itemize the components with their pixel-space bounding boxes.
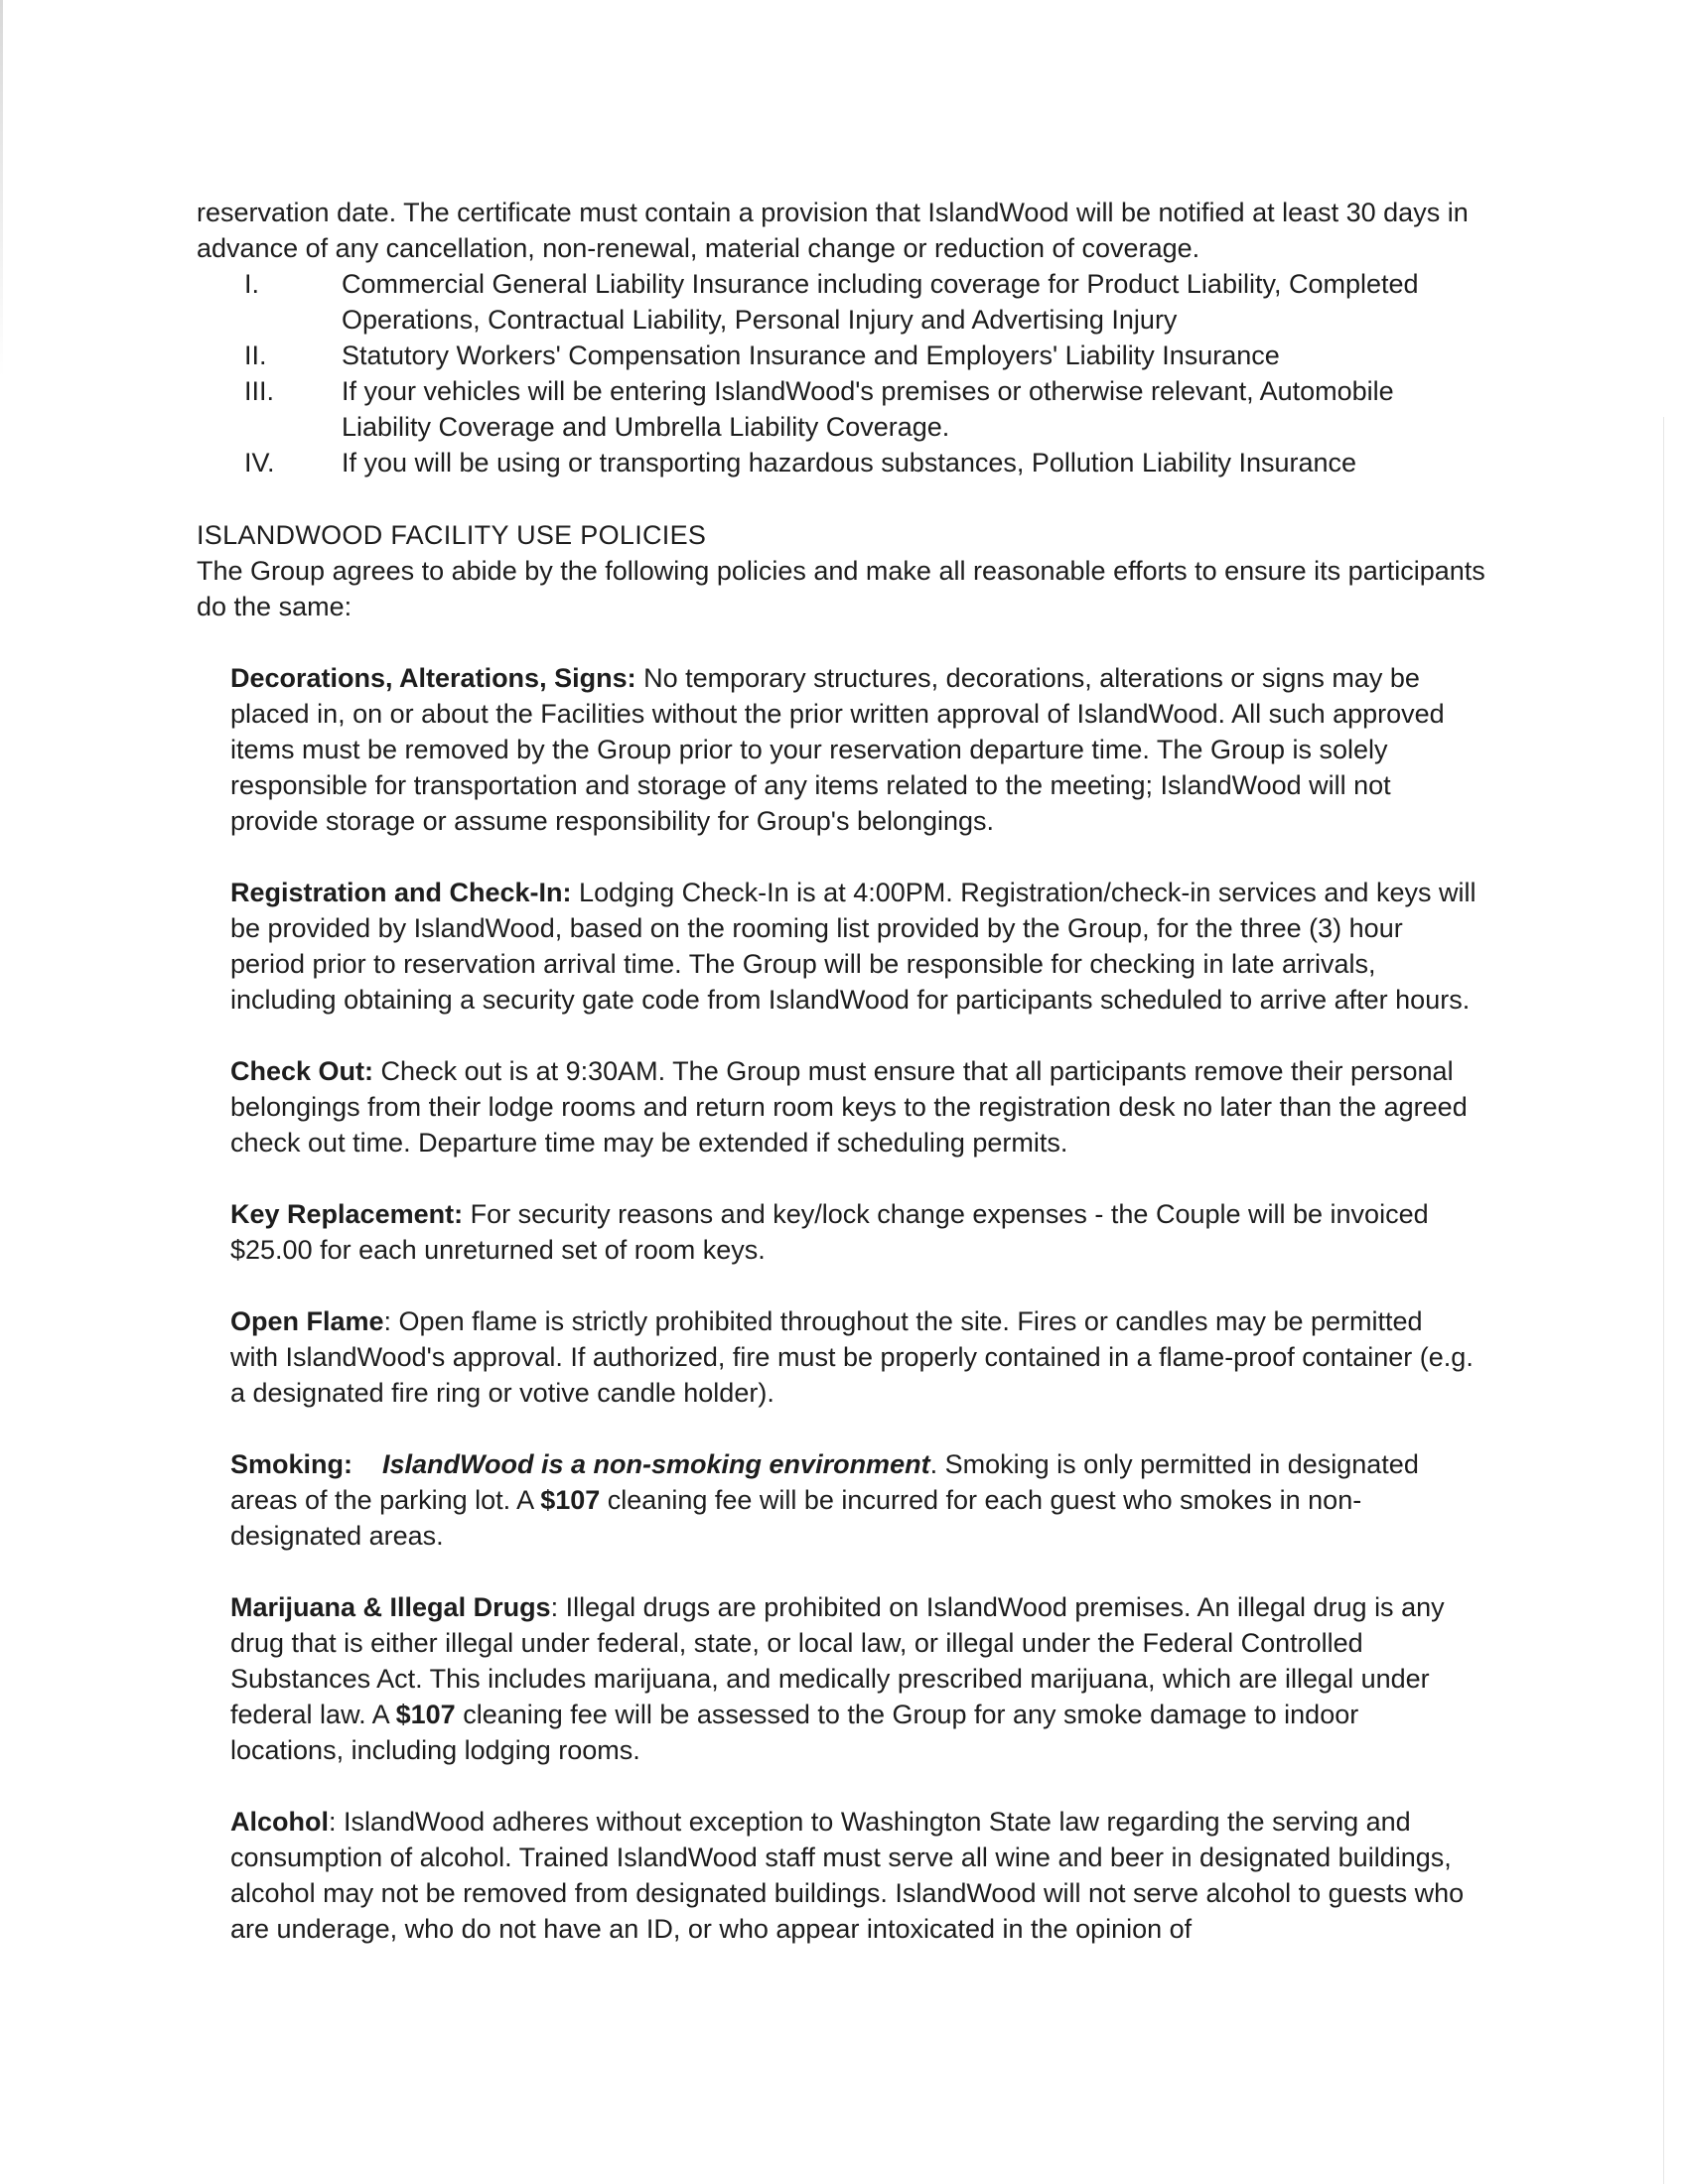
- scan-edge-right: [1663, 417, 1664, 2184]
- policy-title: Decorations, Alterations, Signs:: [230, 663, 636, 693]
- list-number: I.: [244, 269, 260, 299]
- list-item: [197, 373, 1487, 445]
- policy-title: Key Replacement:: [230, 1199, 464, 1229]
- list-number: II.: [244, 341, 267, 370]
- policy-title: Registration and Check-In:: [230, 878, 572, 907]
- list-text: Commercial General Liability Insurance including coverage for Product Liability, Completed Operations, Contractual Liability, Personal Injury and Advertising Injury: [342, 269, 1419, 335]
- policy-title: Smoking:: [230, 1449, 353, 1479]
- intro-paragraph: reservation date. The certificate must contain a provision that IslandWood will be notified at least 30 days in advance of any cancellation, non-renewal, material change or reduction of coverage.: [197, 198, 1469, 263]
- scan-edge-left: [0, 0, 3, 377]
- insurance-list: [197, 266, 1487, 480]
- policy-text: cleaning fee will be assessed to the Group for any smoke damage to indoor locations, including lodging rooms.: [230, 1700, 1359, 1765]
- list-text: If you will be using or transporting hazardous substances, Pollution Liability Insurance: [342, 448, 1357, 478]
- section-title: ISLANDWOOD FACILITY USE POLICIES: [197, 520, 707, 550]
- fee-amount: $107: [395, 1700, 456, 1729]
- document-body: [197, 195, 1487, 1982]
- policy-title: Marijuana & Illegal Drugs: [230, 1592, 551, 1622]
- policy-text: : IslandWood adheres without exception to Washington State law regarding the serving and consumption of alcohol. Trained IslandWood staff must serve all wine and beer in designated buildings, alcohol may not be removed from designated buildings. IslandWood will not serve alcohol to guests who are underage, who do not have an ID, or who appear intoxicated in the opinion of: [230, 1807, 1465, 1944]
- policy-text: Lodging Check-In is at 4:00PM. Registration/check-in services and keys will be provided by IslandWood, based on the rooming list provided by the Group, for the three (3) hour period prior to reservation arrival time. The Group will be responsible for checking in late arrivals, including obtaining a security gate code from IslandWood for participants scheduled to arrive after hours.: [230, 878, 1477, 1015]
- policy-decorations: [230, 660, 1477, 839]
- policy-title: Open Flame: [230, 1306, 384, 1336]
- policy-alcohol: [230, 1804, 1477, 1947]
- fee-amount: $107: [540, 1485, 601, 1515]
- policy-registration: [230, 875, 1477, 1018]
- list-text: If your vehicles will be entering IslandWood's premises or otherwise relevant, Automobile Liability Coverage and Umbrella Liability Coverage.: [342, 376, 1394, 442]
- list-item: [197, 338, 1487, 373]
- list-number: III.: [244, 376, 275, 406]
- policy-text: : Illegal drugs are prohibited on IslandWood premises. An illegal drug is any drug that is either illegal under federal, state, or local law, or illegal under the Federal Controlled Substances Act. This includes marijuana, and medically prescribed marijuana, which are illegal under federal law. A: [230, 1592, 1445, 1729]
- policy-title: Alcohol: [230, 1807, 329, 1837]
- policy-text: For security reasons and key/lock change expenses - the Couple will be invoiced $25.00 for each unreturned set of room keys.: [230, 1199, 1429, 1265]
- list-text: Statutory Workers' Compensation Insurance and Employers' Liability Insurance: [342, 341, 1280, 370]
- policy-text: Check out is at 9:30AM. The Group must ensure that all participants remove their personal belongings from their lodge rooms and return room keys to the registration desk no later than the agreed check out time. Departure time may be extended if scheduling permits.: [230, 1056, 1468, 1158]
- list-item: [197, 266, 1487, 338]
- policy-key-replacement: [230, 1196, 1477, 1268]
- policy-text: : Open flame is strictly prohibited throughout the site. Fires or candles may be permitted with IslandWood's approval. If authorized, fire must be properly contained in a flame-proof container (e.g. a designated fire ring or votive candle holder).: [230, 1306, 1474, 1408]
- list-item: [197, 445, 1487, 480]
- list-number: IV.: [244, 448, 275, 478]
- policy-checkout: [230, 1053, 1477, 1160]
- policy-smoking: [230, 1446, 1477, 1554]
- section-intro: The Group agrees to abide by the following policies and make all reasonable efforts to ensure its participants do the same:: [197, 556, 1485, 621]
- policy-open-flame: [230, 1303, 1477, 1411]
- policy-title: Check Out:: [230, 1056, 374, 1086]
- policy-text: No temporary structures, decorations, alterations or signs may be placed in, on or about the Facilities without the prior written approval of IslandWood. All such approved items must be removed by the Group prior to your reservation departure time. The Group is solely responsible for transportation and storage of any items related to the meeting; IslandWood will not provide storage or assume responsibility for Group's belongings.: [230, 663, 1445, 836]
- policy-list: [197, 660, 1477, 1947]
- policy-text: cleaning fee will be incurred for each guest who smokes in non-designated areas.: [230, 1485, 1362, 1551]
- policy-emphasis: IslandWood is a non-smoking environment: [382, 1449, 930, 1479]
- policy-drugs: [230, 1589, 1477, 1768]
- policy-text: . Smoking is only permitted in designated areas of the parking lot. A: [230, 1449, 1419, 1515]
